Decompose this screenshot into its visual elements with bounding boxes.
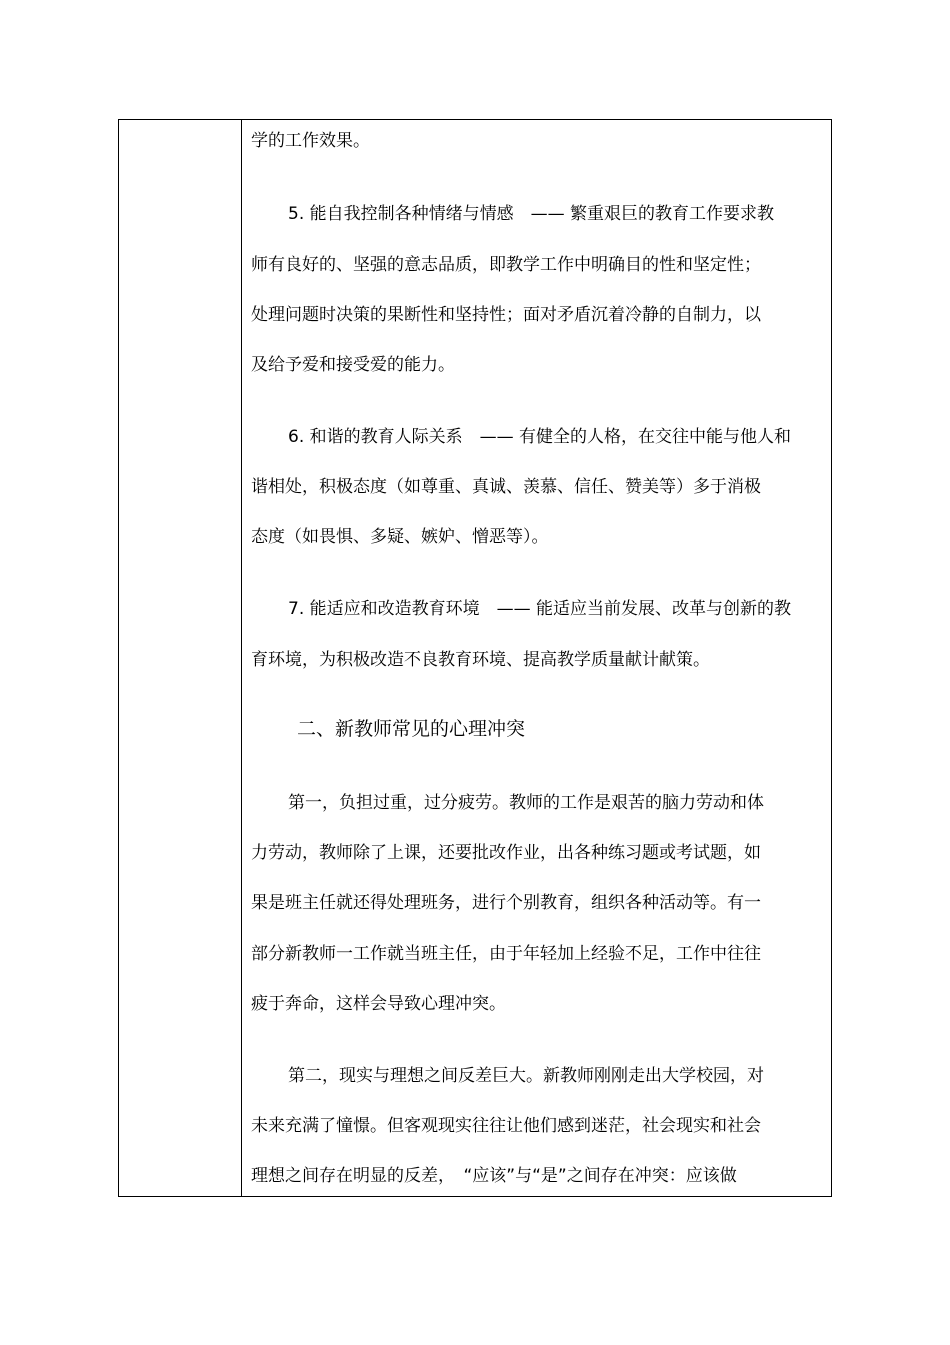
text-line: 第二，现实与理想之间反差巨大。新教师刚刚走出大学校园，对 [288,1066,764,1086]
text-line: 育环境，为积极改造不良教育环境、提高教学质量献计献策。 [251,650,710,670]
text-line: 力劳动，教师除了上课，还要批改作业，出各种练习题或考试题，如 [251,843,761,863]
text-line: 7. 能适应和改造教育环境 —— 能适应当前发展、改革与创新的教 [288,599,792,619]
text-line: 谐相处，积极态度（如尊重、真诚、羡慕、信任、赞美等）多于消极 [251,477,761,497]
text-line: 及给予爱和接受爱的能力。 [251,355,455,375]
text-line: 部分新教师一工作就当班主任，由于年轻加上经验不足，工作中往往 [251,944,761,964]
content-table [118,119,832,1197]
text-line: 第一，负担过重，过分疲劳。教师的工作是艰苦的脑力劳动和体 [288,793,764,813]
text-line: 6. 和谐的教育人际关系 —— 有健全的人格，在交往中能与他人和 [288,427,792,447]
text-line: 疲于奔命，这样会导致心理冲突。 [251,994,506,1014]
text-line: 5. 能自我控制各种情绪与情感 —— 繁重艰巨的教育工作要求教 [288,204,775,224]
text-line: 学的工作效果。 [251,131,370,151]
section-heading: 二、新教师常见的心理冲突 [297,718,526,740]
content-cell [242,120,831,1196]
text-line: 果是班主任就还得处理班务，进行个别教育，组织各种活动等。有一 [251,893,761,913]
text-line: 理想之间存在明显的反差， “应该”与“是”之间存在冲突：应该做 [251,1166,737,1186]
text-line: 处理问题时决策的果断性和坚持性；面对矛盾沉着冷静的自制力，以 [251,305,761,325]
text-line: 态度（如畏惧、多疑、嫉妒、憎恶等）。 [251,527,549,547]
text-line: 师有良好的、坚强的意志品质，即教学工作中明确目的性和坚定性； [251,255,761,275]
text-line: 未来充满了憧憬。但客观现实往往让他们感到迷茫，社会现实和社会 [251,1116,761,1136]
